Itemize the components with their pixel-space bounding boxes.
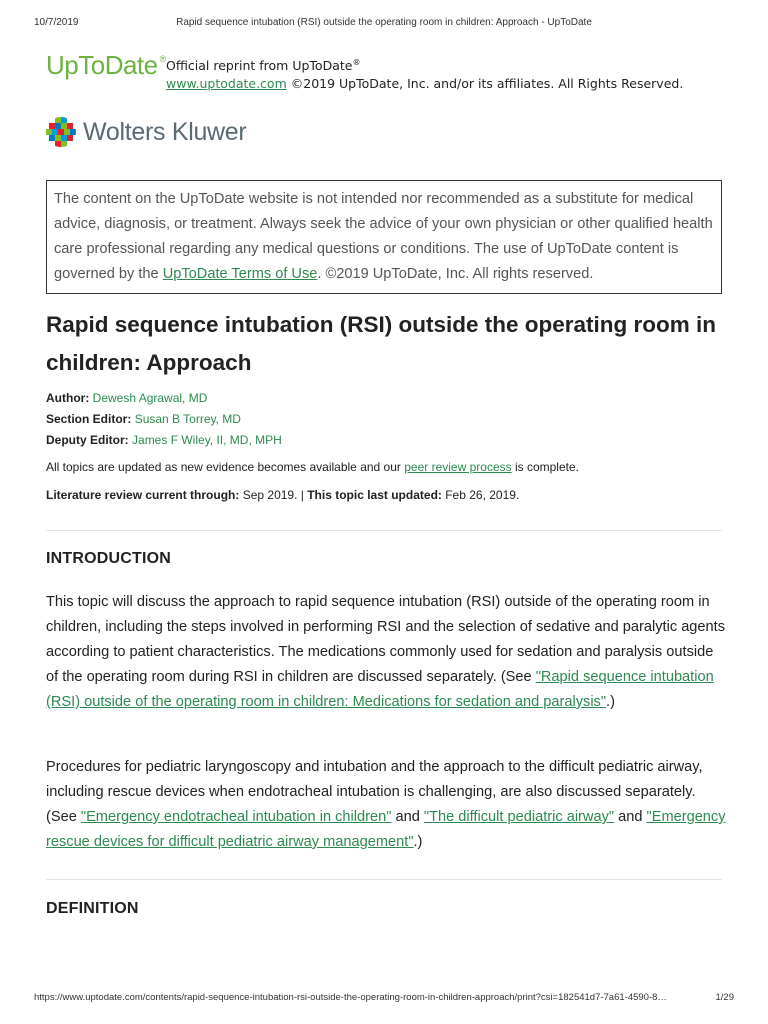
- deputy-editor-link[interactable]: James F Wiley, II, MD, MPH: [132, 433, 282, 447]
- endotracheal-intubation-link[interactable]: "Emergency endotracheal intubation in children": [80, 809, 392, 825]
- print-url: https://www.uptodate.com/contents/rapid-sequence-intubation-rsi-outside-the-operating-room-in-children-approach/print?csi=182541d7-7a61-4590-8…: [34, 992, 667, 1003]
- rescue-devices-link[interactable]: "Emergency rescue devices for difficult pediatric airway management": [46, 809, 726, 850]
- difficult-airway-link[interactable]: "The difficult pediatric airway": [423, 809, 615, 825]
- page-number: 1/29: [715, 992, 734, 1003]
- reprint-notice: Official reprint from UpToDate® www.uptodate.com ©2019 UpToDate, Inc. and/or its affiliates. All Rights Reserved.: [166, 58, 684, 92]
- print-footer: [34, 992, 734, 1006]
- peer-review-link[interactable]: peer review process: [404, 460, 512, 474]
- introduction-heading: INTRODUCTION: [46, 550, 172, 567]
- review-dates: Literature review current through: Sep 2019. | This topic last updated: Feb 26, 2019.: [46, 488, 520, 502]
- section-divider: [46, 879, 722, 880]
- print-header: [34, 17, 734, 31]
- introduction-paragraph-1: This topic will discuss the approach to rapid sequence intubation (RSI) outside of the operating room in children, including the steps involved in performing RSI and the selection of sedative and paralytic agents according to patient characteristics. The medications commonly used for sedation and paralysis outside of the operating room during RSI in children are discussed separately. (See "Rapid sequence intubation (RSI) outside of the operating room in children: Medications for sedation and paralysis".): [46, 594, 726, 710]
- rsi-medications-link[interactable]: "Rapid sequence intubation (RSI) outside of the operating room in children: Medications for sedation and paralysis": [46, 669, 714, 710]
- print-date: 10/7/2019: [34, 17, 79, 28]
- terms-of-use-link[interactable]: UpToDate Terms of Use: [162, 266, 318, 282]
- author-line: Author: Dewesh Agrawal, MD: [46, 391, 208, 405]
- section-divider: [46, 530, 722, 531]
- section-editor-link[interactable]: Susan B Torrey, MD: [134, 412, 241, 426]
- wolters-kluwer-wordmark: Wolters Kluwer: [83, 118, 247, 146]
- article-title: Rapid sequence intubation (RSI) outside the operating room in children: Approach: [46, 312, 717, 375]
- print-page-title: Rapid sequence intubation (RSI) outside the operating room in children: Approach - UpToDate: [176, 17, 592, 28]
- deputy-editor-line: Deputy Editor: James F Wiley, II, MD, MPH: [46, 433, 282, 447]
- disclaimer-box: The content on the UpToDate website is not intended nor recommended as a substitute for medical advice, diagnosis, or treatment. Always seek the advice of your own physician or other qualified health care professional regarding any medical questions or conditions. The use of UpToDate content is governed by the UpToDate Terms of Use. ©2019 UpToDate, Inc. All rights reserved.: [46, 180, 722, 294]
- update-notice: All topics are updated as new evidence becomes available and our peer review process is complete.: [46, 460, 579, 474]
- author-link[interactable]: Dewesh Agrawal, MD: [92, 391, 208, 405]
- definition-heading: DEFINITION: [46, 900, 139, 917]
- section-editor-line: Section Editor: Susan B Torrey, MD: [46, 412, 241, 426]
- uptodate-logo: UpToDate ®: [46, 50, 166, 80]
- wolters-kluwer-emblem-icon: [45, 116, 77, 148]
- uptodate-website-link[interactable]: www.uptodate.com: [166, 76, 287, 92]
- introduction-paragraph-2: Procedures for pediatric laryngoscopy and intubation and the approach to the difficult pediatric airway, including rescue devices when endotracheal intubation is challenging, are also discussed separately. (See "Emergency endotracheal intubation in children" and "The difficult pediatric airway" and "Emergency rescue devices for difficult pediatric airway management".): [46, 759, 726, 850]
